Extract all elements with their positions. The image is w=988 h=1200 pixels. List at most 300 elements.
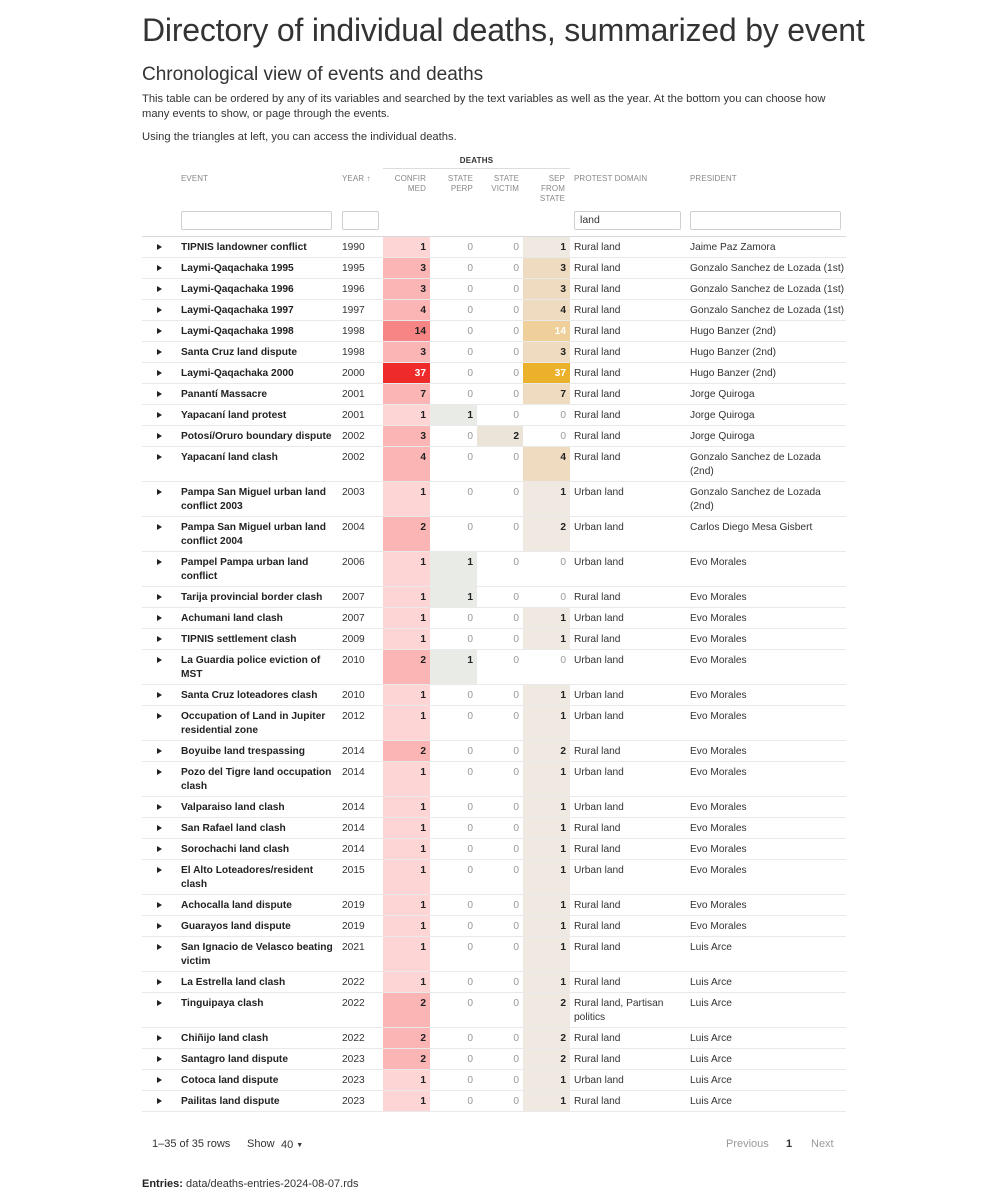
table-row[interactable]: [142, 363, 846, 384]
expand-caret-icon[interactable]: [156, 517, 164, 551]
sep-from-state-count: 1: [523, 860, 570, 894]
state-perp-count: 0: [467, 326, 473, 337]
state-perp-count: 0: [467, 1054, 473, 1065]
confirmed-count: 37: [383, 363, 430, 383]
event-year: 2001: [342, 389, 365, 400]
event-name: La Estrella land clash: [181, 977, 286, 988]
confirmed-count: 1: [383, 972, 430, 992]
expand-caret-icon[interactable]: [156, 916, 164, 936]
expand-caret-icon[interactable]: [156, 552, 164, 586]
col-header-protest-domain[interactable]: PROTEST DOMAIN: [574, 174, 648, 183]
sep-from-state-count: 2: [523, 1049, 570, 1069]
table-row[interactable]: [142, 762, 846, 797]
state-victim-count: 0: [513, 900, 519, 911]
sep-from-state-count: 2: [523, 741, 570, 761]
table-row[interactable]: [142, 1070, 846, 1091]
expand-caret-icon[interactable]: [156, 937, 164, 971]
state-victim-count: 2: [477, 426, 523, 446]
protest-domain: Urban land: [574, 865, 624, 876]
expand-caret-icon[interactable]: [156, 1028, 164, 1048]
state-perp-count: 0: [467, 389, 473, 400]
event-year: 2014: [342, 802, 365, 813]
col-header-sep-from-state[interactable]: SEP FROM STATE: [539, 174, 565, 203]
sep-from-state-count: 1: [523, 839, 570, 859]
sep-from-state-count: 14: [523, 321, 570, 341]
sep-from-state-count: 2: [523, 1028, 570, 1048]
protest-domain: Rural land: [574, 1054, 621, 1065]
state-perp-count: 0: [467, 690, 473, 701]
sep-from-state-count: 1: [523, 237, 570, 257]
state-victim-count: 0: [513, 389, 519, 400]
sep-from-state-count: 1: [523, 937, 570, 971]
event-year: 1996: [342, 284, 365, 295]
state-perp-count: 0: [467, 431, 473, 442]
table-row[interactable]: [142, 447, 846, 482]
sep-from-state-count: 3: [523, 342, 570, 362]
col-header-state-victim[interactable]: STATE VICTIM: [491, 174, 519, 193]
state-perp-count: 0: [467, 634, 473, 645]
event-name: Santagro land dispute: [181, 1054, 288, 1065]
page-number-button[interactable]: 1: [786, 1138, 793, 1150]
confirmed-count: 1: [383, 706, 430, 740]
protest-domain: Rural land: [574, 410, 621, 421]
state-perp-count: 0: [467, 368, 473, 379]
expand-caret-icon[interactable]: [156, 762, 164, 796]
table-row[interactable]: [142, 1049, 846, 1070]
sep-from-state-count: 1: [523, 1070, 570, 1090]
sep-from-state-count: 0: [560, 557, 566, 568]
confirmed-count: 2: [383, 650, 430, 684]
event-name: Valparaiso land clash: [181, 802, 285, 813]
state-victim-count: 0: [513, 1075, 519, 1086]
event-year: 1998: [342, 326, 365, 337]
table-row[interactable]: [142, 937, 846, 972]
expand-caret-icon[interactable]: [156, 384, 164, 404]
protest-domain: Urban land: [574, 711, 624, 722]
event-name: TIPNIS landowner conflict: [181, 242, 307, 253]
protest-domain: Rural land: [574, 389, 621, 400]
sep-from-state-count: 4: [523, 300, 570, 320]
state-victim-count: 0: [513, 410, 519, 421]
event-year: 2022: [342, 998, 365, 1009]
state-perp-count: 0: [467, 802, 473, 813]
event-name: Tinguipaya clash: [181, 998, 264, 1009]
state-perp-count: 0: [467, 921, 473, 932]
event-year: 1995: [342, 263, 365, 274]
event-year: 2002: [342, 431, 365, 442]
protest-domain: Urban land: [574, 1075, 624, 1086]
table-row[interactable]: [142, 517, 846, 552]
confirmed-count: 3: [383, 426, 430, 446]
president-name: Evo Morales: [690, 823, 747, 834]
expand-caret-icon[interactable]: [156, 797, 164, 817]
president-name: Gonzalo Sanchez de Lozada (2nd): [690, 487, 821, 512]
table-row[interactable]: [142, 405, 846, 426]
table-row[interactable]: [142, 706, 846, 741]
table-row[interactable]: [142, 839, 846, 860]
event-year: 2012: [342, 711, 365, 722]
protest-domain: Rural land: [574, 823, 621, 834]
col-header-confirmed[interactable]: CONFIR MED: [394, 174, 426, 193]
event-name: Chiñijo land clash: [181, 1033, 269, 1044]
president-name: Evo Morales: [690, 592, 747, 603]
event-name: Laymi-Qaqachaka 1998: [181, 326, 294, 337]
state-perp-count: 0: [467, 942, 473, 953]
event-year: 2004: [342, 522, 365, 533]
president-name: Jorge Quiroga: [690, 431, 755, 442]
sep-from-state-count: 0: [560, 410, 566, 421]
confirmed-count: 1: [383, 1091, 430, 1111]
state-perp-count: 1: [430, 552, 477, 586]
confirmed-count: 2: [383, 1028, 430, 1048]
event-year: 2014: [342, 746, 365, 757]
confirmed-count: 1: [383, 839, 430, 859]
confirmed-count: 1: [383, 797, 430, 817]
table-row[interactable]: [142, 650, 846, 685]
state-perp-count: 0: [467, 711, 473, 722]
expand-caret-icon[interactable]: [156, 405, 164, 425]
expand-caret-icon[interactable]: [156, 300, 164, 320]
confirmed-count: 1: [383, 685, 430, 705]
event-year: 1990: [342, 242, 365, 253]
event-name: Panantí Massacre: [181, 389, 268, 400]
sep-from-state-count: 0: [560, 655, 566, 666]
confirmed-count: 1: [383, 405, 430, 425]
confirmed-count: 1: [383, 1070, 430, 1090]
expand-caret-icon[interactable]: [156, 685, 164, 705]
confirmed-count: 1: [383, 860, 430, 894]
confirmed-count: 4: [383, 447, 430, 481]
president-name: Luis Arce: [690, 1033, 732, 1044]
event-filter-input[interactable]: [181, 211, 332, 230]
event-year: 1998: [342, 347, 365, 358]
table-row[interactable]: [142, 237, 846, 258]
state-victim-count: 0: [513, 284, 519, 295]
confirmed-count: 2: [383, 517, 430, 551]
table-row[interactable]: [142, 279, 846, 300]
state-victim-count: 0: [513, 368, 519, 379]
president-name: Jorge Quiroga: [690, 410, 755, 421]
chevron-down-icon: ▼: [296, 1142, 304, 1149]
protest-domain: Rural land: [574, 326, 621, 337]
state-victim-count: 0: [513, 263, 519, 274]
table-row[interactable]: [142, 300, 846, 321]
page-title: Directory of individual deaths, summarized by event: [142, 12, 865, 48]
event-name: Laymi-Qaqachaka 1996: [181, 284, 294, 295]
protest-domain: Urban land: [574, 690, 624, 701]
event-year: 2015: [342, 865, 365, 876]
table-row[interactable]: [142, 993, 846, 1028]
expand-caret-icon[interactable]: [156, 629, 164, 649]
year-filter-input[interactable]: [342, 211, 379, 230]
state-victim-count: 0: [513, 326, 519, 337]
state-victim-count: 0: [513, 942, 519, 953]
president-name: Gonzalo Sanchez de Lozada (2nd): [690, 452, 821, 477]
state-perp-count: 0: [467, 844, 473, 855]
event-name: Cotoca land dispute: [181, 1075, 279, 1086]
state-victim-count: 0: [513, 802, 519, 813]
state-perp-count: 0: [467, 452, 473, 463]
state-victim-count: 0: [513, 711, 519, 722]
col-header-president[interactable]: PRESIDENT: [690, 174, 737, 183]
page-size-value: 40: [281, 1139, 294, 1151]
event-name: Yapacaní land clash: [181, 452, 278, 463]
sep-from-state-count: 0: [560, 592, 566, 603]
event-year: 1997: [342, 305, 365, 316]
state-perp-count: 0: [467, 900, 473, 911]
state-victim-count: 0: [513, 865, 519, 876]
table-row[interactable]: [142, 1091, 846, 1112]
expand-caret-icon[interactable]: [156, 426, 164, 446]
confirmed-count: 14: [383, 321, 430, 341]
president-name: Hugo Banzer (2nd): [690, 347, 777, 358]
event-name: Laymi-Qaqachaka 2000: [181, 368, 294, 379]
president-name: Evo Morales: [690, 634, 747, 645]
table-row[interactable]: [142, 587, 846, 608]
col-header-year[interactable]: YEAR ↑: [342, 174, 371, 183]
protest-domain: Rural land, Partisan politics: [574, 998, 664, 1023]
protest-domain: Rural land: [574, 242, 621, 253]
sep-from-state-count: 7: [523, 384, 570, 404]
state-perp-count: 0: [467, 263, 473, 274]
event-year: 2002: [342, 452, 365, 463]
expand-caret-icon[interactable]: [156, 706, 164, 740]
expand-caret-icon[interactable]: [156, 608, 164, 628]
protest-domain: Rural land: [574, 1096, 621, 1107]
state-perp-count: 0: [467, 998, 473, 1009]
event-name: Pampa San Miguel urban land conflict 2003: [181, 487, 326, 512]
expand-caret-icon[interactable]: [156, 818, 164, 838]
protest-domain: Rural land: [574, 592, 621, 603]
protest-domain: Urban land: [574, 767, 624, 778]
event-name: Achumani land clash: [181, 613, 283, 624]
event-name: San Ignacio de Velasco beating victim: [181, 942, 333, 967]
state-victim-count: 0: [513, 242, 519, 253]
table-row[interactable]: [142, 629, 846, 650]
president-name: Gonzalo Sanchez de Lozada (1st): [690, 263, 845, 274]
confirmed-count: 1: [383, 762, 430, 796]
state-perp-count: 0: [467, 767, 473, 778]
table-row[interactable]: [142, 321, 846, 342]
president-name: Luis Arce: [690, 1054, 732, 1065]
previous-page-button[interactable]: Previous: [726, 1138, 769, 1150]
sep-from-state-count: 1: [523, 629, 570, 649]
president-name: Carlos Diego Mesa Gisbert: [690, 522, 813, 533]
president-name: Evo Morales: [690, 711, 747, 722]
protest-domain-filter-input[interactable]: land: [574, 211, 681, 230]
table-row[interactable]: [142, 608, 846, 629]
president-name: Evo Morales: [690, 690, 747, 701]
confirmed-count: 1: [383, 587, 430, 607]
president-name: Evo Morales: [690, 844, 747, 855]
entries-path: data/deaths-entries-2024-08-07.rds: [186, 1178, 359, 1190]
expand-caret-icon[interactable]: [156, 1091, 164, 1111]
president-name: Luis Arce: [690, 998, 732, 1009]
table-body: [142, 237, 846, 1112]
event-name: Pozo del Tigre land occupation clash: [181, 767, 332, 792]
event-year: 2021: [342, 942, 365, 953]
confirmed-count: 1: [383, 818, 430, 838]
protest-domain: Rural land: [574, 284, 621, 295]
president-name: Hugo Banzer (2nd): [690, 326, 777, 337]
confirmed-count: 2: [383, 993, 430, 1027]
state-victim-count: 0: [513, 1033, 519, 1044]
protest-domain: Urban land: [574, 655, 624, 666]
protest-domain: Urban land: [574, 522, 624, 533]
table-row[interactable]: [142, 895, 846, 916]
entries-note: [142, 1178, 358, 1190]
table-row[interactable]: [142, 384, 846, 405]
state-victim-count: 0: [513, 452, 519, 463]
table-row[interactable]: [142, 972, 846, 993]
event-name: Yapacaní land protest: [181, 410, 287, 421]
president-name: Jaime Paz Zamora: [690, 242, 776, 253]
protest-domain: Rural land: [574, 921, 621, 932]
protest-domain: Urban land: [574, 613, 624, 624]
sep-from-state-count: 2: [523, 517, 570, 551]
expand-caret-icon[interactable]: [156, 993, 164, 1027]
table-row[interactable]: [142, 1028, 846, 1049]
event-year: 2010: [342, 690, 365, 701]
table-row[interactable]: [142, 741, 846, 762]
event-name: Pampa San Miguel urban land conflict 2004: [181, 522, 326, 547]
state-perp-count: 0: [467, 347, 473, 358]
state-victim-count: 0: [513, 592, 519, 603]
sep-from-state-count: 1: [523, 797, 570, 817]
sep-from-state-count: 37: [523, 363, 570, 383]
next-page-button[interactable]: Next: [811, 1138, 834, 1150]
president-name: Evo Morales: [690, 557, 747, 568]
protest-domain: Urban land: [574, 557, 624, 568]
event-name: Potosí/Oruro boundary dispute: [181, 431, 332, 442]
col-header-event[interactable]: EVENT: [181, 174, 209, 183]
event-name: Achocalla land dispute: [181, 900, 292, 911]
expand-caret-icon[interactable]: [156, 447, 164, 481]
event-year: 2000: [342, 368, 365, 379]
expand-caret-icon[interactable]: [156, 482, 164, 516]
sep-from-state-count: 1: [523, 972, 570, 992]
expand-caret-icon[interactable]: [156, 895, 164, 915]
president-name: Evo Morales: [690, 655, 747, 666]
protest-domain: Rural land: [574, 942, 621, 953]
state-victim-count: 0: [513, 998, 519, 1009]
section-title: Chronological view of events and deaths: [142, 64, 484, 85]
table-row[interactable]: [142, 258, 846, 279]
protest-domain: Rural land: [574, 452, 621, 463]
event-year: 2007: [342, 592, 365, 603]
confirmed-count: 1: [383, 608, 430, 628]
table-row[interactable]: [142, 797, 846, 818]
table-row[interactable]: [142, 818, 846, 839]
event-year: 2014: [342, 767, 365, 778]
state-victim-count: 0: [513, 634, 519, 645]
state-victim-count: 0: [513, 557, 519, 568]
president-name: Luis Arce: [690, 977, 732, 988]
state-perp-count: 1: [430, 587, 477, 607]
sep-from-state-count: 1: [523, 482, 570, 516]
protest-domain: Rural land: [574, 431, 621, 442]
expand-caret-icon[interactable]: [156, 860, 164, 894]
event-name: Guarayos land dispute: [181, 921, 291, 932]
event-name: Santa Cruz loteadores clash: [181, 690, 318, 701]
state-victim-count: 0: [513, 655, 519, 666]
table-row[interactable]: [142, 860, 846, 895]
event-year: 2014: [342, 844, 365, 855]
expand-caret-icon[interactable]: [156, 279, 164, 299]
expand-caret-icon[interactable]: [156, 1070, 164, 1090]
col-header-state-perp[interactable]: STATE PERP: [447, 174, 473, 193]
state-victim-count: 0: [513, 823, 519, 834]
sep-from-state-count: 0: [560, 431, 566, 442]
page-size-select[interactable]: [277, 1135, 309, 1153]
protest-domain: Urban land: [574, 487, 624, 498]
table-row[interactable]: [142, 552, 846, 587]
expand-caret-icon[interactable]: [156, 237, 164, 257]
intro-text-2: Using the triangles at left, you can access the individual deaths.: [142, 131, 457, 143]
sep-from-state-count: 2: [523, 993, 570, 1027]
president-name: Evo Morales: [690, 613, 747, 624]
event-name: Laymi-Qaqachaka 1997: [181, 305, 294, 316]
state-victim-count: 0: [513, 305, 519, 316]
confirmed-count: 1: [383, 629, 430, 649]
president-filter-input[interactable]: [690, 211, 841, 230]
expand-caret-icon[interactable]: [156, 1049, 164, 1069]
president-name: Evo Morales: [690, 865, 747, 876]
protest-domain: Urban land: [574, 802, 624, 813]
event-year: 2009: [342, 634, 365, 645]
state-victim-count: 0: [513, 522, 519, 533]
expand-caret-icon[interactable]: [156, 650, 164, 684]
expand-caret-icon[interactable]: [156, 342, 164, 362]
state-perp-count: 1: [430, 650, 477, 684]
sep-from-state-count: 1: [523, 916, 570, 936]
confirmed-count: 2: [383, 741, 430, 761]
sep-from-state-count: 3: [523, 279, 570, 299]
confirmed-count: 1: [383, 552, 430, 586]
expand-caret-icon[interactable]: [156, 321, 164, 341]
protest-domain: Rural land: [574, 263, 621, 274]
event-year: 2019: [342, 900, 365, 911]
president-name: Luis Arce: [690, 942, 732, 953]
protest-domain: Rural land: [574, 368, 621, 379]
event-name: Occupation of Land in Jupiter residential zone: [181, 711, 326, 736]
table-row[interactable]: [142, 685, 846, 706]
table-row[interactable]: [142, 916, 846, 937]
expand-caret-icon[interactable]: [156, 587, 164, 607]
table-row[interactable]: [142, 482, 846, 517]
table-row[interactable]: [142, 426, 846, 447]
protest-domain: Rural land: [574, 900, 621, 911]
expand-caret-icon[interactable]: [156, 839, 164, 859]
confirmed-count: 2: [383, 1049, 430, 1069]
event-name: San Rafael land clash: [181, 823, 286, 834]
confirmed-count: 1: [383, 916, 430, 936]
president-name: Gonzalo Sanchez de Lozada (1st): [690, 305, 845, 316]
expand-caret-icon[interactable]: [156, 741, 164, 761]
sep-from-state-count: 1: [523, 1091, 570, 1111]
state-perp-count: 0: [467, 823, 473, 834]
row-count: 1–35 of 35 rows: [152, 1138, 231, 1150]
expand-caret-icon[interactable]: [156, 258, 164, 278]
state-victim-count: 0: [513, 844, 519, 855]
sep-from-state-count: 1: [523, 895, 570, 915]
expand-caret-icon[interactable]: [156, 972, 164, 992]
event-year: 2006: [342, 557, 365, 568]
event-year: 2010: [342, 655, 365, 666]
table-row[interactable]: [142, 342, 846, 363]
expand-caret-icon[interactable]: [156, 363, 164, 383]
entries-label: Entries:: [142, 1178, 183, 1190]
